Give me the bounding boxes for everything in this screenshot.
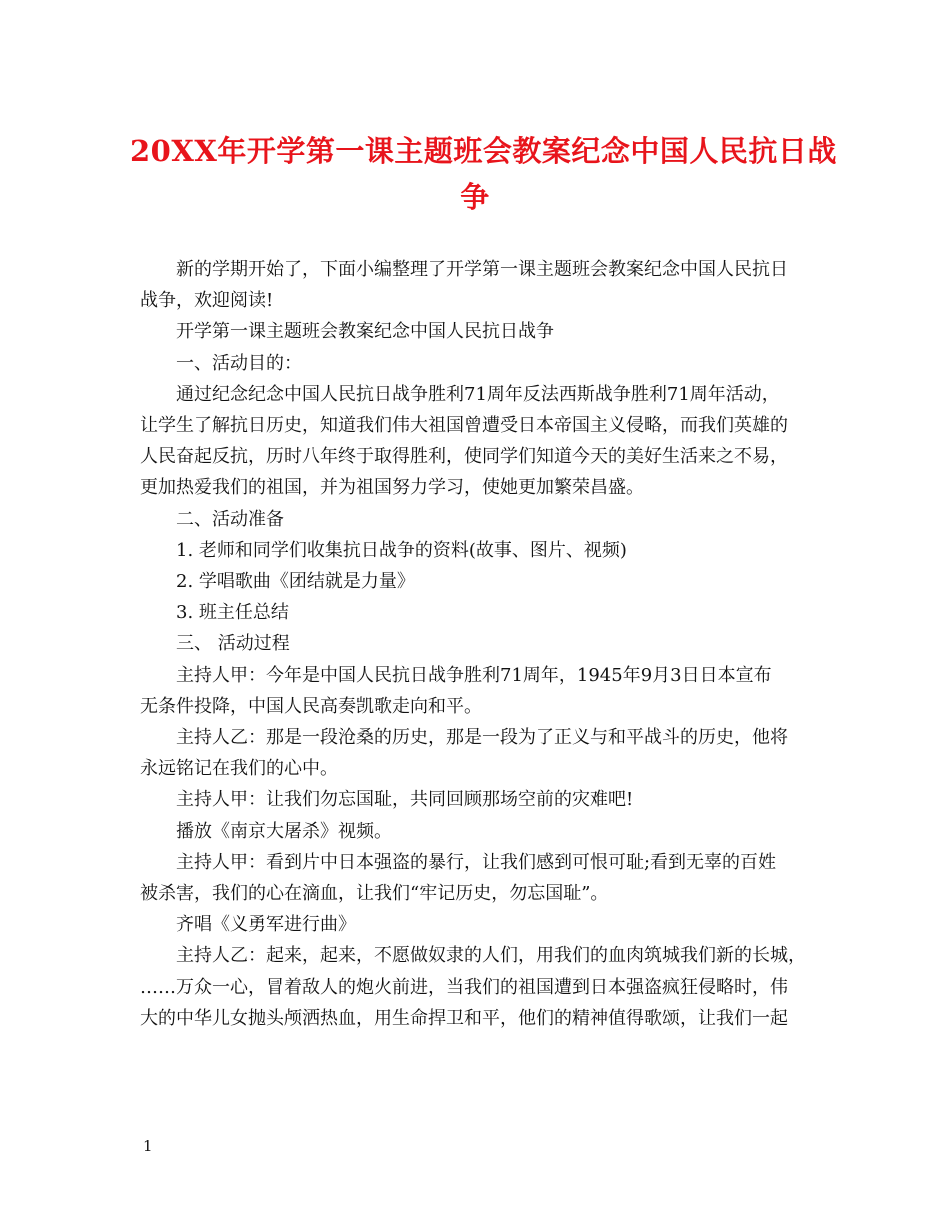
text-line: 2. 学唱歌曲《团结就是力量》 [176,571,415,593]
text-line: 1. 老师和同学们收集抗日战争的资料(故事、图片、视频) [176,539,627,561]
text-line: 主持人甲：今年是中国人民抗日战争胜利71周年，1945年9月3日日本宣布 [176,664,772,686]
text-line: 齐唱《义勇军进行曲》 [176,914,356,936]
text-line: 主持人甲：看到片中日本强盗的暴行，让我们感到可恨可耻;看到无辜的百姓 [176,851,777,873]
section-heading-2 [140,504,820,535]
text-line: 主持人乙：起来，起来，不愿做奴隶的人们，用我们的血肉筑城我们新的长城， [176,945,806,967]
text-line: 一、活动目的： [176,352,302,374]
list-item [140,566,820,597]
dialogue-paragraph [140,660,820,722]
text-line: 战争，欢迎阅读! [140,290,274,312]
dialogue-paragraph [140,784,820,815]
list-item [140,535,820,566]
dialogue-paragraph [140,847,820,909]
title-line: 20XX年开学第一课主题班会教案纪念中国人民抗日战 [130,134,837,168]
section-heading-3 [140,628,820,659]
text-line: 更加热爱我们的祖国，并为祖国努力学习，使她更加繁荣昌盛。 [140,477,644,499]
page-number: 1 [143,1137,153,1155]
subtitle-paragraph [140,316,820,347]
text-line: 主持人乙：那是一段沧桑的历史，那是一段为了正义与和平战斗的历史，他将 [176,727,788,749]
text-line: 通过纪念纪念中国人民抗日战争胜利71周年反法西斯战争胜利71周年活动， [176,383,780,405]
intro-paragraph [140,254,820,316]
document-title [130,128,837,220]
text-line: 被杀害，我们的心在滴血，让我们“牢记历史，勿忘国耻”。 [140,883,609,905]
dialogue-paragraph [140,940,820,1034]
text-line: ……万众一心，冒着敌人的炮火前进，当我们的祖国遭到日本强盗疯狂侵略时，伟 [140,976,788,998]
purpose-paragraph [140,379,820,504]
text-line: 大的中华儿女抛头颅洒热血，用生命捍卫和平，他们的精神值得歌颂，让我们一起 [140,1007,788,1029]
text-line: 主持人甲：让我们勿忘国耻，共同回顾那场空前的灾难吧! [176,789,634,811]
text-line: 永远铭记在我们的心中。 [140,758,338,780]
text-line: 新的学期开始了，下面小编整理了开学第一课主题班会教案纪念中国人民抗日 [176,259,788,280]
text-line: 3. 班主任总结 [176,602,289,624]
text-line: 无条件投降，中国人民高奏凯歌走向和平。 [140,695,482,717]
document-body [140,254,820,1034]
text-line: 二、活动准备 [176,508,284,530]
text-line: 三、 活动过程 [176,633,290,655]
text-line: 开学第一课主题班会教案纪念中国人民抗日战争 [176,321,554,343]
dialogue-paragraph [140,722,820,784]
stage-direction [140,816,820,847]
list-item [140,597,820,628]
title-line: 争 [460,180,490,214]
text-line: 人民奋起反抗，历时八年终于取得胜利，使同学们知道今天的美好生活来之不易， [140,446,788,468]
stage-direction [140,909,820,940]
text-line: 让学生了解抗日历史，知道我们伟大祖国曾遭受日本帝国主义侵略，而我们英雄的 [140,415,788,437]
text-line: 播放《南京大屠杀》视频。 [176,820,392,842]
section-heading-1 [140,348,820,379]
